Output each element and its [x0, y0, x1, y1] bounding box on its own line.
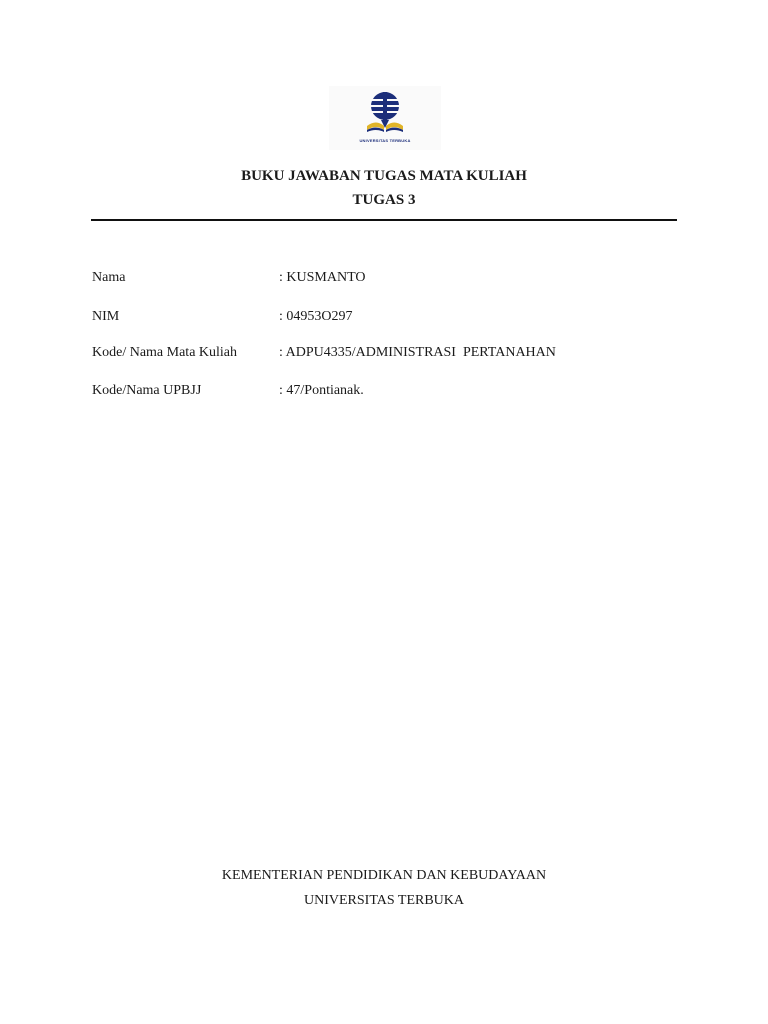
- field-label: Nama: [92, 270, 126, 285]
- universitas-terbuka-emblem-icon: [329, 86, 441, 138]
- field-label: Kode/Nama UPBJJ: [92, 383, 202, 398]
- field-label: NIM: [92, 309, 120, 324]
- field-value: : 47/Pontianak.: [279, 383, 364, 398]
- footer-university: UNIVERSITAS TERBUKA: [303, 893, 464, 908]
- footer-ministry: KEMENTERIAN PENDIDIKAN DAN KEBUDAYAAN: [221, 868, 547, 883]
- field-row-nim: [92, 309, 692, 327]
- document-subtitle: TUGAS 3: [352, 192, 416, 208]
- field-value: : 04953O297: [279, 309, 353, 324]
- field-label: Kode/ Nama Mata Kuliah: [92, 345, 238, 360]
- field-value: : ADPU4335/ADMINISTRASI PERTANAHAN: [279, 345, 556, 360]
- field-value: : KUSMANTO: [279, 270, 366, 285]
- header-divider: [91, 219, 677, 221]
- document-title: BUKU JAWABAN TUGAS MATA KULIAH: [241, 168, 527, 184]
- field-row-mata-kuliah: [92, 345, 692, 363]
- field-row-nama: [92, 270, 692, 288]
- field-row-upbjj: [92, 383, 692, 401]
- university-logo: [329, 86, 441, 150]
- logo-caption: UNIVERSITAS TERBUKA: [359, 138, 411, 143]
